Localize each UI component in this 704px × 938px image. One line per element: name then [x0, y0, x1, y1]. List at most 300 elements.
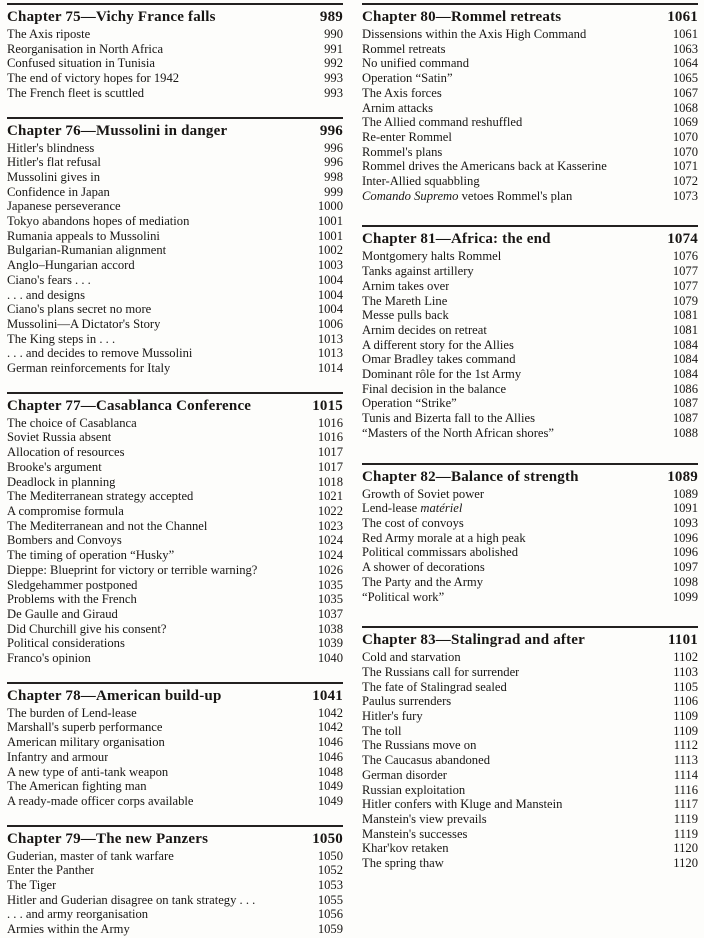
- toc-entry-row: [7, 504, 343, 519]
- toc-entry-page-number: 1120: [673, 856, 698, 871]
- toc-entry-title: Operation “Satin”: [362, 71, 453, 86]
- chapter-section: [362, 463, 698, 605]
- toc-entry-row: [362, 487, 698, 502]
- toc-entry-title: [362, 501, 462, 516]
- toc-entry-row: [7, 56, 343, 71]
- toc-entry-title: German disorder: [362, 767, 447, 782]
- toc-entry-page-number: 1084: [672, 337, 698, 352]
- toc-entry-page-number: 999: [324, 184, 343, 199]
- toc-entry-page-number: 1103: [673, 664, 698, 679]
- toc-entry-title: Franco's opinion: [7, 651, 91, 666]
- toc-entry-row: [362, 426, 698, 441]
- toc-entry-page-number: 1001: [317, 214, 343, 229]
- chapter-heading-row: [362, 467, 698, 487]
- toc-entry-title: Dieppe: Blueprint for victory or terrible warning?: [7, 562, 258, 577]
- toc-entry-page-number: 1068: [672, 100, 698, 115]
- toc-entry-title: Enter the Panther: [7, 863, 95, 878]
- chapter-page-number: 1061: [667, 9, 698, 25]
- chapter-page-number: 1074: [667, 231, 698, 248]
- toc-entry-title: Growth of Soviet power: [362, 486, 485, 501]
- chapter-section: [362, 3, 698, 203]
- chapter-page-number: 1041: [312, 687, 343, 704]
- toc-entry-row: [7, 346, 343, 361]
- toc-entry-title: Arnim attacks: [362, 100, 433, 115]
- toc-entry-page-number: 1117: [673, 797, 698, 812]
- toc-entry-page-number: 1017: [317, 459, 343, 474]
- toc-entry-page-number: 1000: [317, 199, 343, 214]
- toc-entry-title: The French fleet is scuttled: [7, 85, 145, 100]
- chapter-section: [7, 682, 343, 809]
- toc-entry-page-number: 1091: [672, 501, 698, 516]
- toc-entry-page-number: 1026: [317, 562, 343, 577]
- toc-entry-row: [362, 352, 698, 367]
- toc-entry-page-number: 1097: [672, 560, 698, 575]
- toc-entry-row: [7, 430, 343, 445]
- toc-column-right: [362, 3, 698, 871]
- toc-entry-row: [362, 738, 698, 753]
- toc-entry-title: The toll: [362, 723, 402, 738]
- toc-entry-row: [362, 396, 698, 411]
- toc-entry-row: [7, 170, 343, 185]
- toc-entry-title: The fate of Stalingrad sealed: [362, 679, 507, 694]
- toc-entry-page-number: 1109: [673, 709, 698, 724]
- toc-entry-title: “Masters of the North African shores”: [362, 425, 554, 440]
- toc-entry-title-run: Lend-lease: [362, 501, 421, 516]
- toc-entry-page-number: 1089: [672, 486, 698, 501]
- toc-entry-row: [7, 849, 343, 864]
- toc-entry-row: [362, 411, 698, 426]
- toc-entry-page-number: 1023: [317, 518, 343, 533]
- toc-entry-row: [7, 533, 343, 548]
- toc-entry-title: Cold and starvation: [362, 650, 461, 665]
- toc-entry-title: A ready-made officer corps available: [7, 793, 194, 808]
- chapter-page-number: 996: [319, 122, 343, 139]
- toc-entry-title: The Allied command reshuffled: [362, 115, 523, 130]
- chapter-title: Chapter 83—Stalingrad and after: [362, 632, 586, 649]
- chapter-title: Chapter 79—The new Panzers: [7, 830, 209, 847]
- toc-entry-row: [7, 863, 343, 878]
- toc-entry-page-number: 1049: [317, 793, 343, 808]
- toc-entry-title: Mussolini—A Dictator's Story: [7, 316, 161, 331]
- toc-entry-title: The Russians call for surrender: [362, 664, 520, 679]
- toc-entry-row: [7, 592, 343, 607]
- chapter-section: [7, 392, 343, 666]
- toc-entry-page-number: 1071: [672, 159, 698, 174]
- toc-entry-title: “Political work”: [362, 589, 445, 604]
- toc-entry-row: [362, 145, 698, 160]
- toc-entry-row: [362, 797, 698, 812]
- toc-entry-page-number: 1052: [317, 863, 343, 878]
- toc-entry-row: [7, 706, 343, 721]
- toc-entry-row: [7, 765, 343, 780]
- chapter-title: Chapter 76—Mussolini in danger: [7, 122, 228, 139]
- toc-entry-title: [362, 189, 572, 204]
- toc-entry-page-number: 1084: [672, 367, 698, 382]
- chapter-heading-row: [7, 829, 343, 849]
- chapter-heading-row: [362, 7, 698, 27]
- toc-entry-page-number: 1063: [672, 41, 698, 56]
- toc-entry-row: [362, 56, 698, 71]
- chapter-heading-row: [7, 7, 343, 27]
- toc-entry-page-number: 1016: [317, 415, 343, 430]
- toc-entry-row: [362, 71, 698, 86]
- toc-entry-title: The Mediterranean and not the Channel: [7, 518, 208, 533]
- toc-entry-row: [7, 460, 343, 475]
- toc-entry-title: The cost of convoys: [362, 515, 464, 530]
- toc-entry-page-number: 1084: [672, 352, 698, 367]
- toc-entry-page-number: 1042: [317, 705, 343, 720]
- toc-entry-title: A shower of decorations: [362, 560, 485, 575]
- toc-entry-title: Armies within the Army: [7, 922, 130, 937]
- toc-entry-row: [362, 27, 698, 42]
- toc-entry-page-number: 1059: [317, 922, 343, 937]
- chapter-heading-row: [7, 686, 343, 706]
- toc-entry-row: [362, 724, 698, 739]
- toc-entry-page-number: 1119: [673, 811, 698, 826]
- toc-entry-page-number: 1098: [672, 574, 698, 589]
- toc-entry-row: [362, 856, 698, 871]
- toc-entry-title: Did Churchill give his consent?: [7, 621, 167, 636]
- toc-entry-title: Rumania appeals to Mussolini: [7, 228, 160, 243]
- toc-entry-title: Omar Bradley takes command: [362, 352, 516, 367]
- toc-entry-row: [7, 519, 343, 534]
- toc-entry-page-number: 991: [324, 41, 343, 56]
- toc-entry-title: Russian exploitation: [362, 782, 466, 797]
- toc-entry-title: Confused situation in Tunisia: [7, 56, 155, 71]
- toc-entry-title: Hitler's fury: [362, 709, 423, 724]
- toc-entry-row: [362, 753, 698, 768]
- toc-entry-title: The Tiger: [7, 878, 57, 893]
- toc-entry-page-number: 1087: [672, 396, 698, 411]
- toc-entry-page-number: 1096: [672, 530, 698, 545]
- chapter-section: [362, 626, 698, 871]
- toc-entry-title: American military organisation: [7, 735, 165, 750]
- toc-entry-title: Tanks against artillery: [362, 264, 474, 279]
- toc-entry-page-number: 1088: [672, 425, 698, 440]
- toc-entry-title: Problems with the French: [7, 592, 137, 607]
- toc-entry-page-number: 1112: [673, 738, 698, 753]
- toc-entry-page-number: 1055: [317, 892, 343, 907]
- toc-entry-row: [7, 445, 343, 460]
- toc-entry-title: A compromise formula: [7, 503, 124, 518]
- toc-entry-page-number: 1096: [672, 545, 698, 560]
- toc-entry-row: [362, 680, 698, 695]
- toc-entry-row: [362, 516, 698, 531]
- toc-entry-row: [362, 42, 698, 57]
- toc-column-left: [7, 3, 343, 937]
- toc-entry-page-number: 1076: [672, 249, 698, 264]
- chapter-page-number: 1050: [312, 830, 343, 847]
- toc-entry-row: [7, 214, 343, 229]
- toc-entry-row: [7, 750, 343, 765]
- toc-entry-title: Bombers and Convoys: [7, 533, 122, 548]
- toc-entry-title: Arnim takes over: [362, 278, 450, 293]
- toc-entry-row: [7, 332, 343, 347]
- chapter-title: Chapter 78—American build-up: [7, 687, 222, 704]
- chapter-page-number: 1101: [668, 632, 698, 649]
- toc-entry-title: Arnim decides on retreat: [362, 322, 487, 337]
- toc-entry-row: [362, 130, 698, 145]
- toc-entry-title: The King steps in . . .: [7, 331, 116, 346]
- chapter-page-number: 1089: [667, 468, 698, 485]
- chapter-section: [362, 225, 698, 440]
- toc-entry-row: [7, 229, 343, 244]
- toc-entry-row: [7, 141, 343, 156]
- toc-entry-title: Khar'kov retaken: [362, 841, 449, 856]
- toc-entry-title: Deadlock in planning: [7, 474, 116, 489]
- toc-entry-title: Re-enter Rommel: [362, 129, 452, 144]
- toc-entry-title-italic-run: Comando Supremo: [362, 188, 459, 203]
- toc-entry-page-number: 993: [324, 71, 343, 86]
- toc-entry-row: [362, 189, 698, 204]
- toc-entry-row: [362, 174, 698, 189]
- toc-entry-page-number: 1113: [673, 753, 698, 768]
- toc-entry-title: The Russians move on: [362, 738, 477, 753]
- toc-entry-row: [7, 199, 343, 214]
- toc-entry-row: [7, 651, 343, 666]
- toc-entry-title: The Mareth Line: [362, 293, 448, 308]
- toc-entry-title: Infantry and armour: [7, 749, 109, 764]
- toc-entry-title: The end of victory hopes for 1942: [7, 71, 180, 86]
- toc-entry-page-number: 1087: [672, 411, 698, 426]
- toc-entry-row: [7, 578, 343, 593]
- toc-entry-page-number: 1102: [673, 650, 698, 665]
- toc-entry-title: Messe pulls back: [362, 308, 449, 323]
- toc-entry-row: [7, 302, 343, 317]
- toc-entry-title-run: vetoes Rommel's plan: [458, 188, 573, 203]
- toc-entry-title: The burden of Lend-lease: [7, 705, 137, 720]
- toc-entry-title: Mussolini gives in: [7, 169, 101, 184]
- toc-entry-title: Allocation of resources: [7, 445, 125, 460]
- toc-entry-page-number: 990: [324, 27, 343, 41]
- toc-entry-page-number: 1014: [317, 361, 343, 376]
- toc-entry-row: [7, 779, 343, 794]
- toc-entry-page-number: 992: [324, 56, 343, 71]
- toc-entry-page-number: 1064: [672, 56, 698, 71]
- toc-entry-row: [7, 794, 343, 809]
- toc-entry-page-number: 1053: [317, 878, 343, 893]
- toc-entry-row: [362, 308, 698, 323]
- toc-entry-row: [362, 812, 698, 827]
- toc-entry-title: A new type of anti-tank weapon: [7, 764, 169, 779]
- toc-entry-title: The Caucasus abandoned: [362, 753, 490, 768]
- toc-entry-page-number: 1081: [672, 322, 698, 337]
- toc-entry-page-number: 1021: [317, 489, 343, 504]
- toc-entry-row: [362, 827, 698, 842]
- toc-entry-title: Rommel retreats: [362, 41, 446, 56]
- toc-entry-title: Paulus surrenders: [362, 694, 452, 709]
- chapter-title: Chapter 75—Vichy France falls: [7, 9, 216, 25]
- toc-entry-title: The Axis forces: [362, 85, 442, 100]
- toc-entry-page-number: 1050: [317, 848, 343, 863]
- toc-entry-page-number: 1048: [317, 764, 343, 779]
- toc-entry-title: Hitler confers with Kluge and Manstein: [362, 797, 563, 812]
- toc-entry-page-number: 1079: [672, 293, 698, 308]
- toc-entry-page-number: 1035: [317, 592, 343, 607]
- toc-entry-row: [362, 768, 698, 783]
- toc-entry-row: [362, 501, 698, 516]
- toc-entry-row: [362, 783, 698, 798]
- toc-entry-page-number: 1061: [672, 27, 698, 41]
- toc-entry-title: Manstein's successes: [362, 826, 468, 841]
- toc-entry-title: Ciano's fears . . .: [7, 272, 91, 287]
- chapter-heading-row: [362, 229, 698, 249]
- toc-entry-row: [362, 279, 698, 294]
- toc-entry-title: A different story for the Allies: [362, 337, 514, 352]
- toc-entry-row: [7, 273, 343, 288]
- chapter-heading-row: [362, 630, 698, 650]
- toc-entry-title: The American fighting man: [7, 779, 147, 794]
- toc-entry-title: Tunis and Bizerta fall to the Allies: [362, 411, 536, 426]
- toc-entry-page-number: 1042: [317, 720, 343, 735]
- toc-entry-page-number: 1070: [672, 129, 698, 144]
- toc-entry-page-number: 1006: [317, 316, 343, 331]
- toc-entry-title: . . . and designs: [7, 287, 86, 302]
- toc-entry-page-number: 1105: [673, 679, 698, 694]
- chapter-heading-row: [7, 396, 343, 416]
- toc-entry-title: Red Army morale at a high peak: [362, 530, 526, 545]
- toc-entry-title: Hitler's flat refusal: [7, 155, 101, 170]
- chapter-page-number: 1015: [312, 397, 343, 414]
- toc-entry-title: Rommel drives the Americans back at Kasserine: [362, 159, 607, 174]
- toc-entry-title-italic-run: matériel: [420, 501, 463, 516]
- toc-entry-page-number: 1120: [673, 841, 698, 856]
- toc-entry-row: [7, 27, 343, 42]
- toc-entry-row: [362, 590, 698, 605]
- toc-entry-page-number: 1086: [672, 381, 698, 396]
- toc-entry-page-number: 1099: [672, 589, 698, 604]
- toc-entry-title: German reinforcements for Italy: [7, 361, 171, 376]
- toc-entry-page-number: 1004: [317, 272, 343, 287]
- chapter-heading-row: [7, 121, 343, 141]
- toc-entry-page-number: 1114: [673, 767, 698, 782]
- toc-entry-title: Ciano's plans secret no more: [7, 302, 152, 317]
- toc-entry-title: Political considerations: [7, 636, 125, 651]
- toc-entry-title: Final decision in the balance: [362, 381, 507, 396]
- toc-entry-page-number: 1116: [673, 782, 698, 797]
- toc-entry-page-number: 1037: [317, 606, 343, 621]
- toc-entry-row: [362, 665, 698, 680]
- toc-entry-row: [362, 159, 698, 174]
- chapter-title: Chapter 81—Africa: the end: [362, 231, 551, 248]
- toc-entry-title: Political commissars abolished: [362, 545, 519, 560]
- toc-entry-page-number: 1022: [317, 503, 343, 518]
- toc-entry-title: Montgomery halts Rommel: [362, 249, 502, 264]
- toc-entry-row: [362, 575, 698, 590]
- toc-entry-page-number: 993: [324, 85, 343, 100]
- toc-entry-row: [362, 101, 698, 116]
- toc-entry-page-number: 1018: [317, 474, 343, 489]
- toc-entry-page-number: 1073: [672, 188, 698, 203]
- toc-entry-row: [362, 650, 698, 665]
- toc-entry-page-number: 1065: [672, 71, 698, 86]
- toc-entry-page-number: 1046: [317, 735, 343, 750]
- toc-entry-page-number: 1004: [317, 287, 343, 302]
- toc-entry-page-number: 1039: [317, 636, 343, 651]
- toc-entry-page-number: 1035: [317, 577, 343, 592]
- toc-entry-row: [7, 243, 343, 258]
- toc-entry-row: [362, 249, 698, 264]
- toc-entry-row: [7, 416, 343, 431]
- toc-entry-page-number: 1067: [672, 85, 698, 100]
- toc-entry-title: Brooke's argument: [7, 459, 102, 474]
- toc-entry-row: [7, 185, 343, 200]
- toc-entry-page-number: 1016: [317, 430, 343, 445]
- toc-entry-page-number: 1106: [673, 694, 698, 709]
- toc-entry-page-number: 1081: [672, 308, 698, 323]
- toc-entry-row: [362, 709, 698, 724]
- toc-entry-row: [7, 258, 343, 273]
- toc-entry-row: [362, 323, 698, 338]
- toc-entry-title: Guderian, master of tank warfare: [7, 848, 174, 863]
- toc-entry-title: . . . and decides to remove Mussolini: [7, 346, 193, 361]
- toc-entry-title: Dominant rôle for the 1st Army: [362, 367, 522, 382]
- toc-entry-row: [7, 489, 343, 504]
- toc-entry-title: The Party and the Army: [362, 574, 484, 589]
- toc-entry-page-number: 1038: [317, 621, 343, 636]
- toc-entry-page-number: 1024: [317, 548, 343, 563]
- toc-entry-row: [362, 382, 698, 397]
- chapter-page-number: 989: [319, 9, 343, 25]
- toc-entry-row: [362, 115, 698, 130]
- toc-entry-row: [7, 720, 343, 735]
- toc-entry-title: Confidence in Japan: [7, 184, 110, 199]
- toc-entry-title: The Mediterranean strategy accepted: [7, 489, 194, 504]
- toc-entry-row: [7, 155, 343, 170]
- toc-entry-page-number: 1070: [672, 144, 698, 159]
- toc-entry-row: [362, 86, 698, 101]
- toc-entry-page-number: 1004: [317, 302, 343, 317]
- toc-entry-row: [7, 71, 343, 86]
- toc-entry-title: The timing of operation “Husky”: [7, 548, 175, 563]
- toc-entry-title: Sledgehammer postponed: [7, 577, 138, 592]
- toc-entry-title: Hitler and Guderian disagree on tank strategy . . .: [7, 892, 256, 907]
- toc-entry-page-number: 996: [324, 140, 343, 155]
- toc-entry-title: Dissensions within the Axis High Command: [362, 27, 587, 41]
- toc-entry-row: [7, 86, 343, 101]
- toc-entry-page-number: 998: [324, 169, 343, 184]
- toc-entry-row: [362, 841, 698, 856]
- toc-entry-title: . . . and army reorganisation: [7, 907, 149, 922]
- toc-entry-row: [7, 607, 343, 622]
- toc-entry-title: Inter-Allied squabbling: [362, 174, 480, 189]
- toc-entry-title: No unified command: [362, 56, 470, 71]
- toc-entry-title: De Gaulle and Giraud: [7, 606, 118, 621]
- toc-entry-page-number: 1046: [317, 749, 343, 764]
- toc-entry-page-number: 1024: [317, 533, 343, 548]
- toc-entry-page-number: 1002: [317, 243, 343, 258]
- toc-entry-row: [7, 922, 343, 937]
- chapter-title: Chapter 80—Rommel retreats: [362, 9, 562, 25]
- toc-entry-title: The choice of Casablanca: [7, 415, 137, 430]
- toc-entry-page-number: 1069: [672, 115, 698, 130]
- toc-entry-row: [7, 288, 343, 303]
- toc-entry-page-number: 1077: [672, 264, 698, 279]
- toc-entry-title: Hitler's blindness: [7, 140, 95, 155]
- chapter-section: [7, 117, 343, 376]
- toc-entry-row: [362, 560, 698, 575]
- toc-entry-row: [362, 367, 698, 382]
- toc-entry-title: Manstein's view prevails: [362, 811, 487, 826]
- toc-entry-title: Rommel's plans: [362, 144, 443, 159]
- toc-entry-page-number: 1109: [673, 723, 698, 738]
- toc-entry-title: Anglo–Hungarian accord: [7, 258, 135, 273]
- toc-entry-page-number: 1049: [317, 779, 343, 794]
- toc-entry-title: Japanese perseverance: [7, 199, 121, 214]
- toc-entry-row: [7, 361, 343, 376]
- toc-entry-page-number: 1013: [317, 331, 343, 346]
- chapter-title: Chapter 77—Casablanca Conference: [7, 397, 252, 414]
